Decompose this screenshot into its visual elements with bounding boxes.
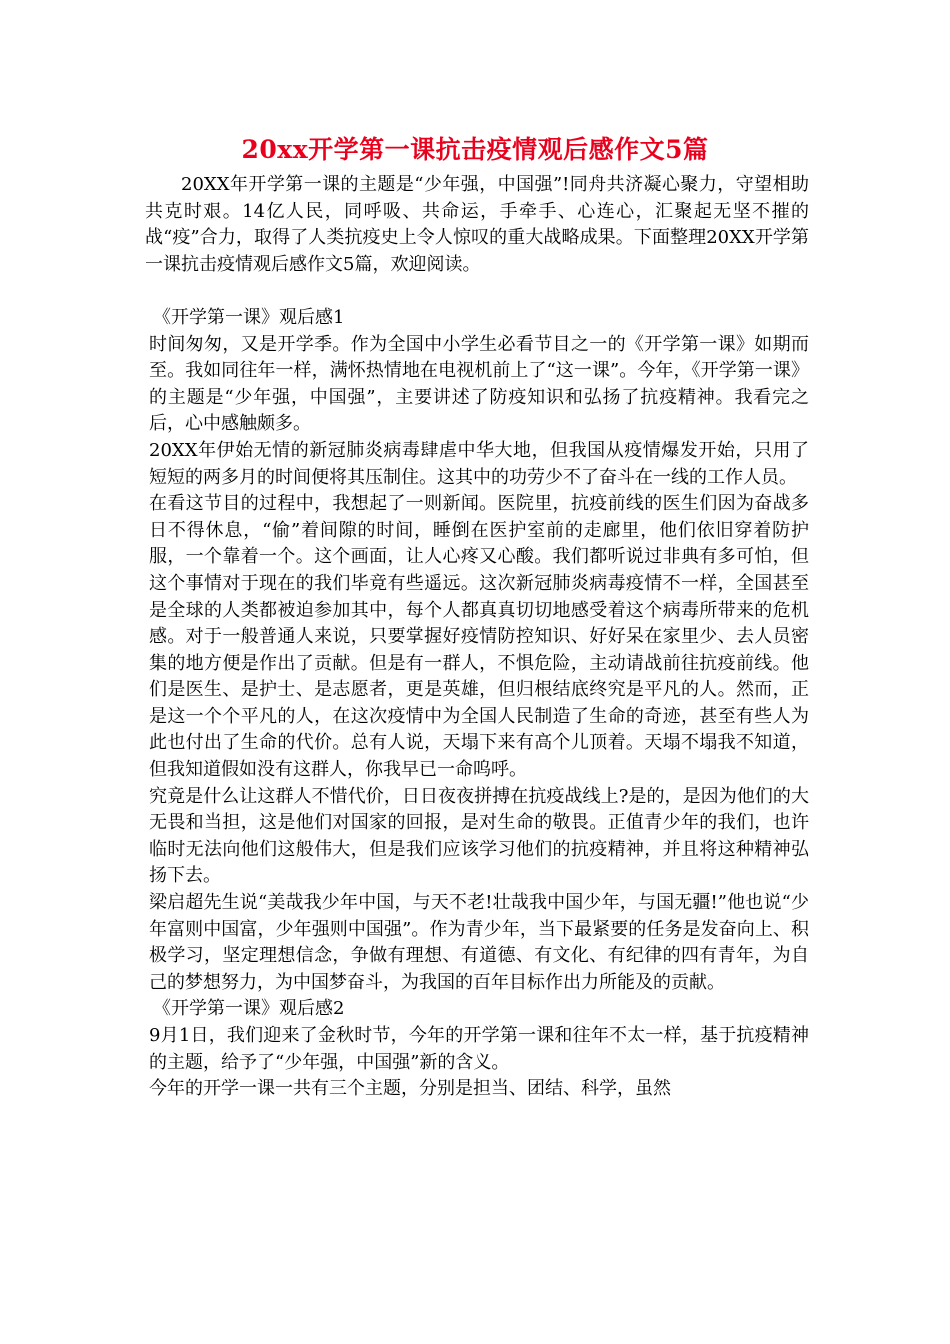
section-1-paragraph-5: 梁启超先生说“美哉我少年中国，与天不老!壮哉我中国少年，与国无疆!”他也说“少年富则中国富，少年强则中国强”。作为青少年，当下最紧要的任务是发奋向上、积极学习，坚定理想信念，争做有理想、有道德、有文化、有纪律的四有青年，为自己的梦想努力，为中国梦奋斗，为我国的百年目标作出力所能及的贡献。 bbox=[149, 892, 809, 993]
document-body bbox=[145, 172, 809, 1103]
section-1-paragraph-4: 究竟是什么让这群人不惜代价，日日夜夜拼搏在抗疫战线上?是的，是因为他们的大无畏和当担，这是他们对国家的回报，是对生命的敬畏。正值青少年的我们，也许临时无法向他们这般伟大，但是我们应该学习他们的抗疫精神，并且将这种精神弘扬下去。 bbox=[149, 785, 809, 887]
section-1-heading: 《开学第一课》观后感1 bbox=[153, 306, 345, 328]
intro-paragraph: 20XX年开学第一课的主题是“少年强，中国强”!同舟共济凝心聚力，守望相助共克时艰。14亿人民，同呼吸、共命运，手牵手、心连心，汇聚起无坚不摧的战“疫”合力，取得了人类抗疫史上令人惊叹的重大战略成果。下面整理20XX开学第一课抗击疫情观后感作文5篇，欢迎阅读。 bbox=[145, 174, 809, 275]
section-1-paragraph-1: 时间匆匆，又是开学季。作为全国中小学生必看节目之一的《开学第一课》如期而至。我如同往年一样，满怀热情地在电视机前上了“这一课”。今年，《开学第一课》的主题是“少年强，中国强”，主要讲述了防疫知识和弘扬了抗疫精神。我看完之后，心中感触颇多。 bbox=[149, 333, 809, 435]
section-2-paragraph-1: 9月1日，我们迎来了金秋时节，今年的开学第一课和往年不太一样，基于抗疫精神的主题，给予了“少年强，中国强”新的含义。 bbox=[149, 1025, 809, 1073]
section-1-paragraph-3: 在看这节目的过程中，我想起了一则新闻。医院里，抗疫前线的医生们因为奋战多日不得休息，“偷”着间隙的时间，睡倒在医护室前的走廊里，他们依旧穿着防护服，一个靠着一个。这个画面，让人心疼又心酸。我们都听说过非典有多可怕，但这个事情对于现在的我们毕竟有些遥远。这次新冠肺炎病毒疫情不一样，全国甚至是全球的人类都被迫参加其中，每个人都真真切切地感受着这个病毒所带来的危机感。对于一般普通人来说，只要掌握好疫情防控知识、好好呆在家里少、去人员密集的地方便是作出了贡献。但是有一群人，不惧危险，主动请战前往抗疫前线。他们是医生、是护士、是志愿者，更是英雄，但归根结底终究是平凡的人。然而，正是这一个个平凡的人，在这次疫情中为全国人民制造了生命的奇迹，甚至有些人为此也付出了生命的代价。总有人说，天塌下来有高个儿顶着。天塌不塌我不知道，但我知道假如没有这群人，你我早已一命呜呼。 bbox=[149, 493, 809, 781]
section-2-paragraph-2: 今年的开学一课一共有三个主题，分别是担当、团结、科学，虽然 bbox=[149, 1078, 671, 1100]
blank-line bbox=[145, 278, 809, 305]
section-2-heading: 《开学第一课》观后感2 bbox=[153, 998, 345, 1020]
section-1-paragraph-2: 20XX年伊始无情的新冠肺炎病毒肆虐中华大地，但我国从疫情爆发开始，只用了短短的两多月的时间便将其压制住。这其中的功劳少不了奋斗在一线的工作人员。 bbox=[149, 439, 809, 488]
document-title: 20xx开学第一课抗击疫情观后感作文5篇 bbox=[241, 135, 709, 164]
